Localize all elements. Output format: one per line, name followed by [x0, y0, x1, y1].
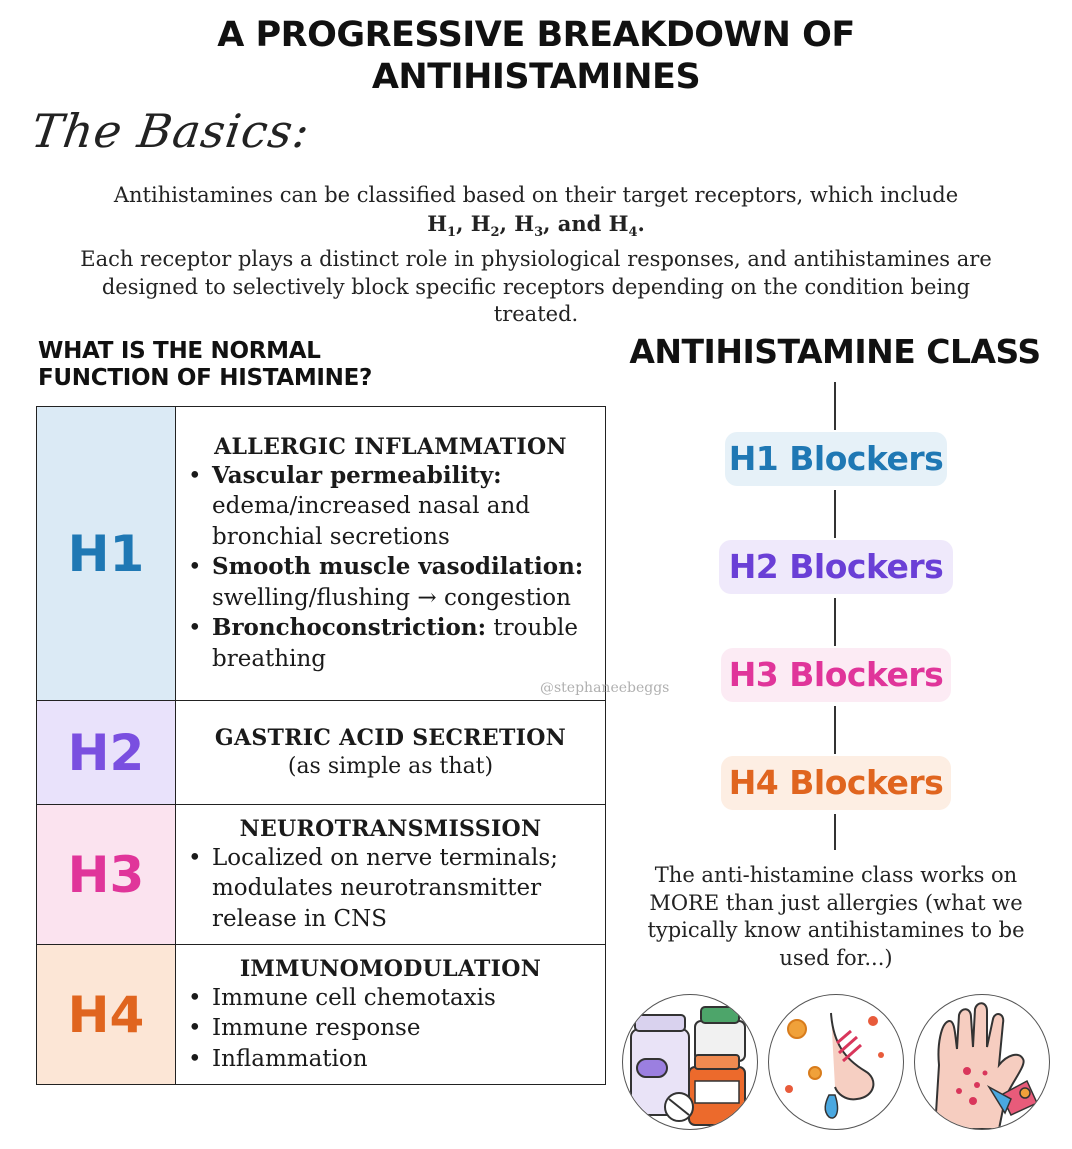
intro-text — [60, 182, 1012, 329]
category-subtext: (as simple as that) — [287, 753, 494, 779]
allergy-nose-icon — [768, 994, 904, 1130]
category-title: NEUROTRANSMISSION — [239, 815, 542, 842]
list-item: • Bronchoconstriction: trouble breathing — [212, 613, 605, 674]
connector-line — [834, 382, 836, 430]
connector-line — [834, 490, 836, 538]
receptor-label-h4: H4 — [37, 945, 176, 1085]
list-item: • Localized on nerve terminals; modulates neurotransmitter release in CNS — [212, 843, 605, 935]
pill-bottles-icon — [622, 994, 758, 1130]
item-list — [176, 461, 605, 675]
item-list — [176, 843, 605, 935]
intro-receptors: $H_1$, $H_2$, $H_3$, and $H_4$. — [427, 210, 645, 240]
receptor-desc-h3 — [176, 805, 606, 945]
connector-line — [834, 598, 836, 646]
receptor-label-h1: H1 — [37, 407, 176, 701]
category-title: GASTRIC ACID SECRETION — [214, 724, 567, 751]
heading-line-1: WHAT IS THE NORMAL — [38, 338, 321, 364]
connector-line — [834, 814, 836, 850]
intro-line-1: Antihistamines can be classified based on their target receptors, which include — [113, 183, 959, 207]
h1-blockers-pill: H1 Blockers — [725, 432, 947, 486]
receptor-label-h3: H3 — [37, 805, 176, 945]
histamine-function-heading — [38, 338, 458, 392]
h4-blockers-pill: H4 Blockers — [721, 756, 951, 810]
list-item: • Vascular permeability: edema/increased nasal and bronchial secretions — [212, 461, 605, 553]
title-line-1: A PROGRESSIVE BREAKDOWN OF — [217, 15, 855, 55]
list-item: • Immune response — [212, 1013, 605, 1044]
histamine-receptor-table — [36, 406, 606, 1085]
receptor-desc-h1 — [176, 407, 606, 701]
list-item: • Inflammation — [212, 1044, 605, 1075]
list-item: • Immune cell chemotaxis — [212, 983, 605, 1014]
h3-blockers-pill: H3 Blockers — [721, 648, 951, 702]
page-title — [0, 14, 1072, 98]
table-row — [37, 701, 606, 805]
basics-heading: The Basics: — [28, 104, 314, 158]
table-row — [37, 407, 606, 701]
heading-line-2: FUNCTION OF HISTAMINE? — [38, 365, 373, 391]
intro-line-3: Each receptor plays a distinct role in physiological responses, and antihistamines are designed to selectively block specific receptors depending on the condition being treated. — [80, 247, 992, 327]
skin-rash-icon — [914, 994, 1050, 1130]
antihistamine-class-heading: ANTIHISTAMINE CLASS — [629, 332, 1041, 371]
watermark: @stephaneebeggs — [540, 680, 670, 696]
category-title: ALLERGIC INFLAMMATION — [214, 433, 567, 460]
table-row — [37, 805, 606, 945]
table-row — [37, 945, 606, 1085]
receptor-label-h2: H2 — [37, 701, 176, 805]
title-line-2: ANTIHISTAMINES — [371, 57, 701, 97]
item-list — [176, 983, 605, 1075]
receptor-desc-h2 — [176, 701, 606, 805]
connector-line — [834, 706, 836, 754]
list-item: • Smooth muscle vasodilation: swelling/flushing → congestion — [212, 552, 605, 613]
class-note: The anti-histamine class works on MORE than just allergies (what we typically know antihistamines to be used for...) — [647, 863, 1025, 970]
category-title: IMMUNOMODULATION — [239, 955, 542, 982]
receptor-desc-h4 — [176, 945, 606, 1085]
h2-blockers-pill: H2 Blockers — [719, 540, 953, 594]
